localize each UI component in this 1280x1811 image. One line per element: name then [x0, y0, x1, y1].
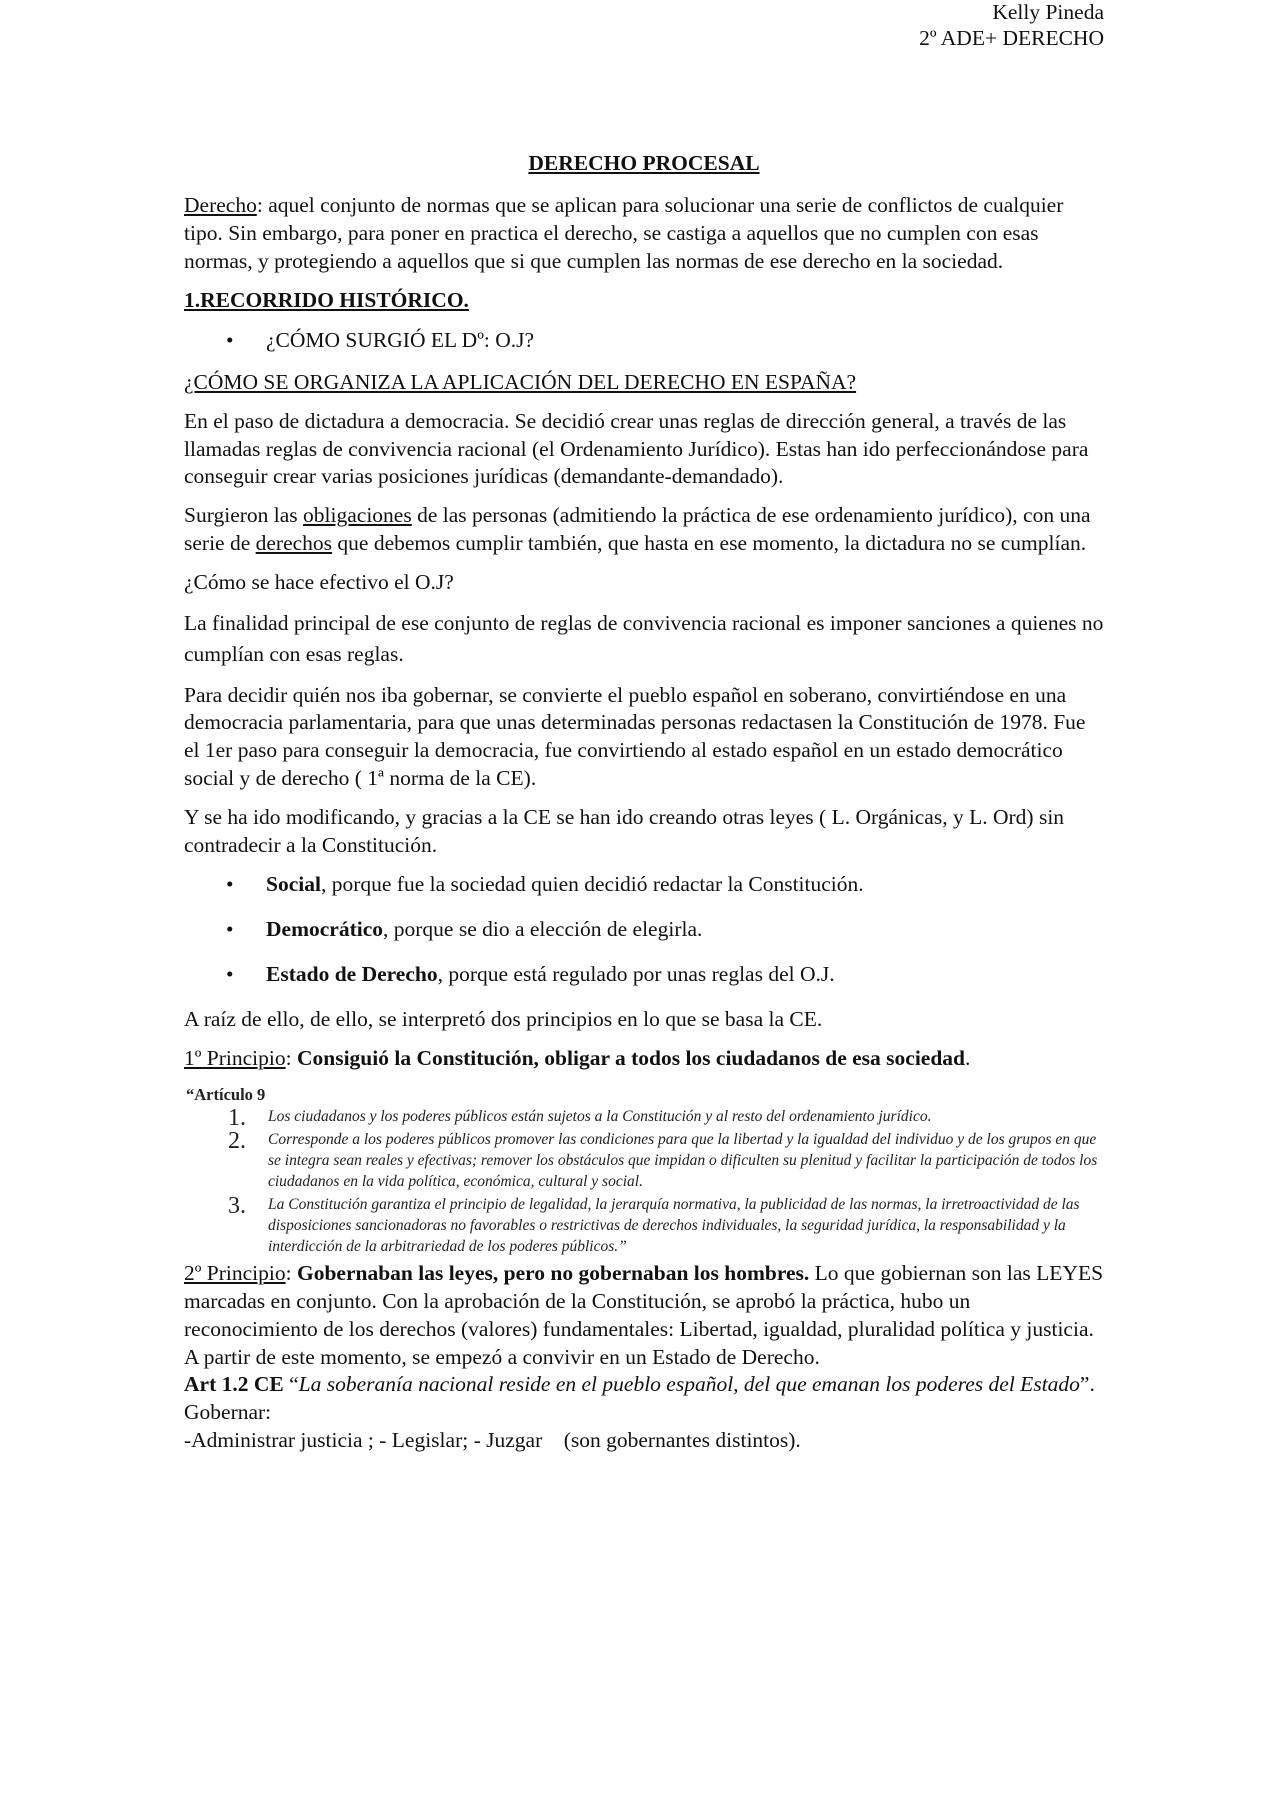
principle-2: 2º Principio: Gobernaban las leyes, pero no gobernaban los hombres. Lo que gobiernan son las LEYES marcadas en conjunto. Con la aprobación de la Constitución, se aprobó la práctica, hubo un reconocimiento de los derechos (valores) fundamentales: Libertad, igualdad, pluralidad política y justicia. [184, 1260, 1104, 1341]
gobernar-label: Gobernar: [184, 1400, 272, 1425]
bullet-list-features [184, 871, 1104, 989]
principle-1: 1º Principio: Consiguió la Constitución, obligar a todos los ciudadanos de esa sociedad. [184, 1045, 971, 1070]
paragraph-purpose: La finalidad principal de ese conjunto de reglas de convivencia racional es imponer sanciones a quienes no cumplían con esas reglas. [184, 611, 1104, 667]
bullet-icon: • [226, 917, 234, 942]
intro-text: aquel conjunto de normas que se aplican para solucionar una serie de conflictos de cualquier tipo. Sin embargo, para poner en practica el derecho, se castiga a aquellos que no cumplen con esas normas, y protegiendo a aquellos que si que cumplen las normas de ese derecho en la sociedad. [184, 192, 1064, 273]
bullet-icon: • [226, 872, 234, 897]
bullet-icon: • [226, 327, 234, 352]
course-name: 2º ADE+ DERECHO [919, 25, 1104, 50]
list-item: • Democrático, porque se dio a elección de elegirla. [184, 916, 1104, 944]
list-item: • Social, porque fue la sociedad quien decidió redactar la Constitución. [184, 871, 1104, 899]
closing-block [184, 1260, 1104, 1456]
paragraph-dictatorship: En el paso de dictadura a democracia. Se decidió crear unas reglas de dirección general, a través de las llamadas reglas de convivencia racional (el Ordenamiento Jurídico). Estas han ido perfeccionándose para conseguir crear varias posiciones jurídicas (demandante-demandado). [184, 408, 1089, 489]
intro-paragraph: Derecho: aquel conjunto de normas que se aplican para solucionar una serie de conflictos de cualquier tipo. Sin embargo, para poner en practica el derecho, se castiga a aquellos que no cumplen con esas normas, y protegiendo a aquellos que si que cumplen las normas de ese derecho en la sociedad. [184, 192, 1064, 273]
list-item: • Estado de Derecho, porque está regulado por unas reglas del O.J. [184, 961, 1104, 989]
bullet-icon: • [226, 962, 234, 987]
closing-paragraph: A partir de este momento, se empezó a convivir en un Estado de Derecho. [184, 1344, 820, 1369]
subheading: ¿CÓMO SE ORGANIZA LA APLICACIÓN DEL DERECHO EN ESPAÑA? [184, 369, 857, 394]
section-heading: 1.RECORRIDO HISTÓRICO. [184, 287, 469, 312]
list-item: 1. Los ciudadanos y los poderes públicos están sujetos a la Constitución y al resto del ordenamiento jurídico. [228, 1105, 932, 1132]
list-item: 3. La Constitución garantiza el principio de legalidad, la jerarquía normativa, la publicidad de las normas, la irretroactividad de las disposiciones sancionadoras no favorables o restrictivas de derechos individuales, la seguridad jurídica, la responsabilidad y la interdicción de la arbitrariedad de los poderes públicos.” [228, 1192, 1080, 1255]
article-1-2-quote: Art 1.2 CE “La soberanía nacional reside en el pueblo español, del que emanan los poderes del Estado”. [184, 1372, 1095, 1397]
list-item: • ¿CÓMO SURGIÓ EL Dº: O.J? [184, 327, 1104, 355]
list-item: 2. Corresponde a los poderes públicos promover las condiciones para que la libertad y la igualdad del individuo y de los grupos en que se integra sean reales y efectivas; remover los obstáculos que impidan o dificulten su plenitud y facilitar la participación de todos los ciudadanos en la vida política, económica, cultural y social. [228, 1128, 1098, 1191]
article-9-heading: “Artículo 9 [186, 1084, 266, 1104]
paragraph-sovereignty: Para decidir quién nos iba gobernar, se convierte el pueblo español en soberano, convirtiéndose en una democracia parlamentaria, para que unas determinadas personas redactasen la Constitución de 1978. Fue el 1er paso para conseguir la democracia, fue convirtiendo al estado español en un estado democrático social y de derecho ( 1ª norma de la CE). [184, 682, 1086, 791]
paragraph-obligations: Surgieron las obligaciones de las personas (admitiendo la práctica de ese ordenamiento jurídico), con una serie de derechos que debemos cumplir también, que hasta en ese momento, la dictadura no se cumplían. [184, 503, 1091, 556]
intro-term: Derecho [184, 192, 257, 217]
author-name: Kelly Pineda [992, 0, 1104, 24]
document-body [184, 0, 1104, 1455]
question-line: ¿Cómo se hace efectivo el O.J? [184, 570, 454, 595]
page-title: DERECHO PROCESAL [528, 151, 760, 175]
bullet-list-origin [184, 327, 1104, 355]
paragraph-laws: Y se ha ido modificando, y gracias a la CE se han ido creando otras leyes ( L. Orgánicas, y L. Ord) sin contradecir a la Constitución. [184, 805, 1065, 858]
principles-intro: A raíz de ello, de ello, se interpretó dos principios en lo que se basa la CE. [184, 1006, 823, 1031]
article-9-list [184, 1107, 1104, 1257]
powers-line: -Administrar justicia ; - Legislar; - Juzgar (son gobernantes distintos). [184, 1428, 801, 1453]
